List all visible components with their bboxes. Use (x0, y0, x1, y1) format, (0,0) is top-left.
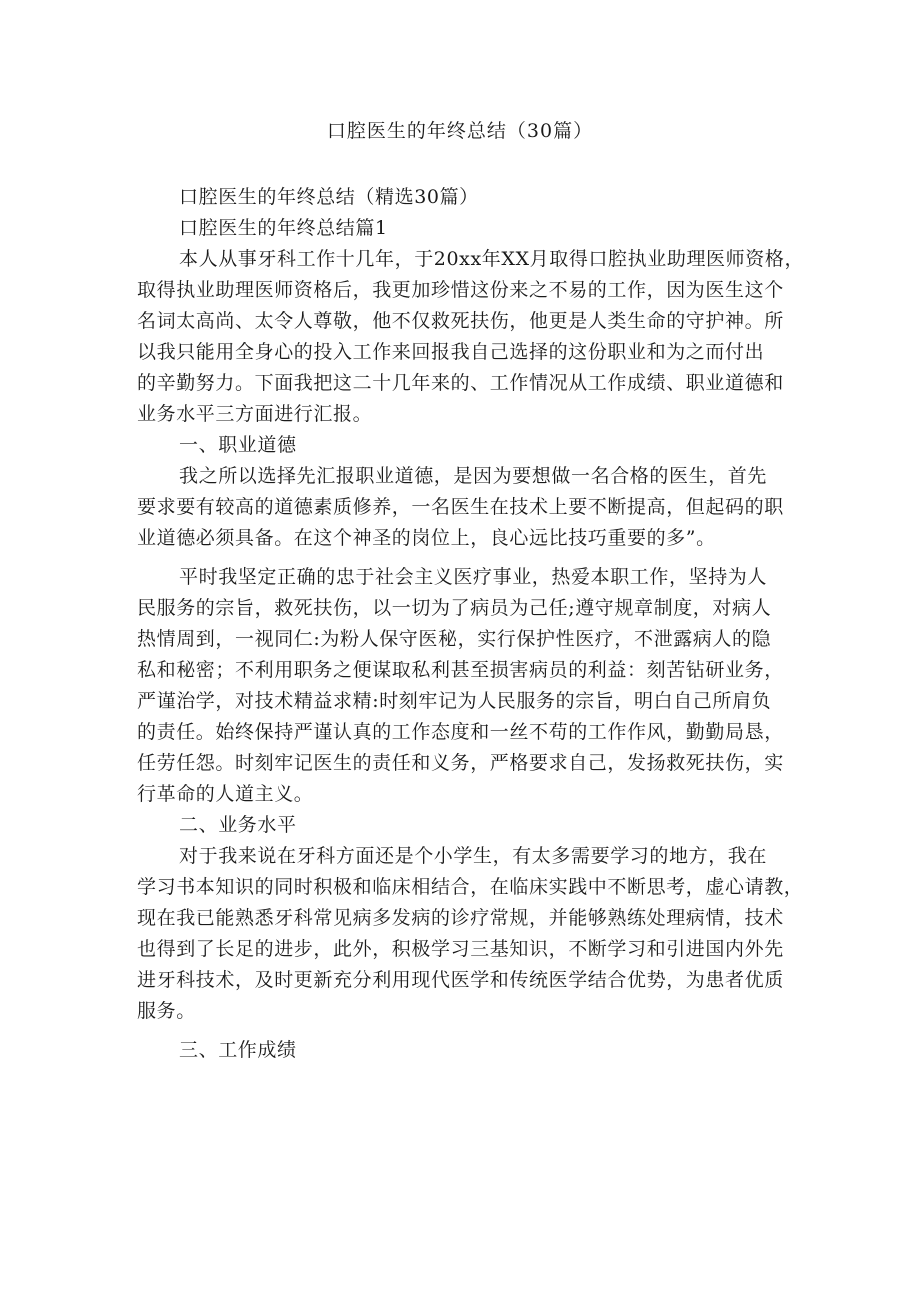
paragraph-skills (137, 841, 804, 1027)
paragraph-line: 服务。 (137, 1000, 196, 1022)
paragraph-line: 现在我已能熟悉牙科常见病多发病的诊疗常规，并能够熟练处理病情，技术 (137, 907, 784, 929)
paragraph-line: 取得执业助理医师资格后，我更加珍惜这份来之不易的工作，因为医生这个 (137, 279, 784, 301)
section-heading: 口腔医生的年终总结篇1 (179, 217, 388, 239)
document-body (137, 182, 805, 1066)
heading-professional-level: 二、业务水平 (179, 814, 297, 836)
paragraph-line: 以我只能用全身心的投入工作来回报我自己选择的这份职业和为之而付出 (137, 341, 765, 363)
paragraph-line: 民服务的宗旨，救死扶伤，以一切为了病员为己任;遵守规章制度，对病人 (137, 597, 772, 619)
paragraph-line: 任劳任怨。时刻牢记医生的责任和义务，严格要求自己，发扬救死扶伤，实 (137, 752, 784, 774)
paragraph-line: 的辛勤努力。下面我把这二十几年来的、工作情况从工作成绩、职业道德和 (137, 372, 784, 394)
paragraph-line: 平时我坚定正确的忠于社会主义医疗事业，热爱本职工作，坚持为人 (179, 566, 768, 588)
document-subtitle: 口腔医生的年终总结（精选30篇） (179, 186, 479, 208)
paragraph-line: 私和秘密；不利用职务之便谋取私利甚至损害病员的利益：刻苦钻研业务， (137, 659, 784, 681)
paragraph-line: 行革命的人道主义。 (137, 783, 314, 805)
paragraph-line: 要求要有较高的道德素质修养，一名医生在技术上要不断提高，但起码的职 (137, 496, 784, 518)
heading-professional-ethics: 一、职业道德 (179, 434, 297, 456)
paragraph-line: 学习书本知识的同时积极和临床相结合，在临床实践中不断思考，虚心请教， (137, 876, 804, 898)
heading-work-achievements: 三、工作成绩 (179, 1039, 297, 1061)
paragraph-line: 热情周到，一视同仁:为粉人保守医秘，实行保护性医疗，不泄露病人的隐 (137, 628, 772, 650)
document-title: 口腔医生的年终总结（30篇） (326, 120, 594, 142)
paragraph-line: 名词太高尚、太令人尊敬，他不仅救死扶伤，他更是人类生命的守护神。所 (137, 310, 784, 332)
paragraph-line: 进牙科技术，及时更新充分利用现代医学和传统医学结合优势，为患者优质 (137, 969, 784, 991)
paragraph-line: 业道德必须具备。在这个神圣的岗位上，良心远比技巧重要的多”。 (137, 527, 716, 549)
paragraph-ethics (137, 461, 797, 554)
paragraph-line: 也得到了长足的进步，此外，积极学习三基知识，不断学习和引进国内外先 (137, 938, 784, 960)
paragraph-line: 的责任。始终保持严谨认真的工作态度和一丝不苟的工作作风，勤勤局恳， (137, 721, 784, 743)
paragraph-line: 本人从事牙科工作十几年，于20xx年XX月取得口腔执业助理医师资格， (179, 248, 805, 270)
paragraph-line: 对于我来说在牙科方面还是个小学生，有太多需要学习的地方，我在 (179, 845, 768, 867)
paragraph-daily-conduct (137, 562, 797, 810)
paragraph-line: 业务水平三方面进行汇报。 (137, 403, 373, 425)
paragraph-line: 我之所以选择先汇报职业道德，是因为要想做一名合格的医生，首先 (179, 465, 768, 487)
paragraph-line: 严谨治学，对技术精益求精:时刻牢记为人民服务的宗旨，明白自己所肩负 (137, 690, 772, 712)
paragraph-intro (137, 244, 805, 430)
